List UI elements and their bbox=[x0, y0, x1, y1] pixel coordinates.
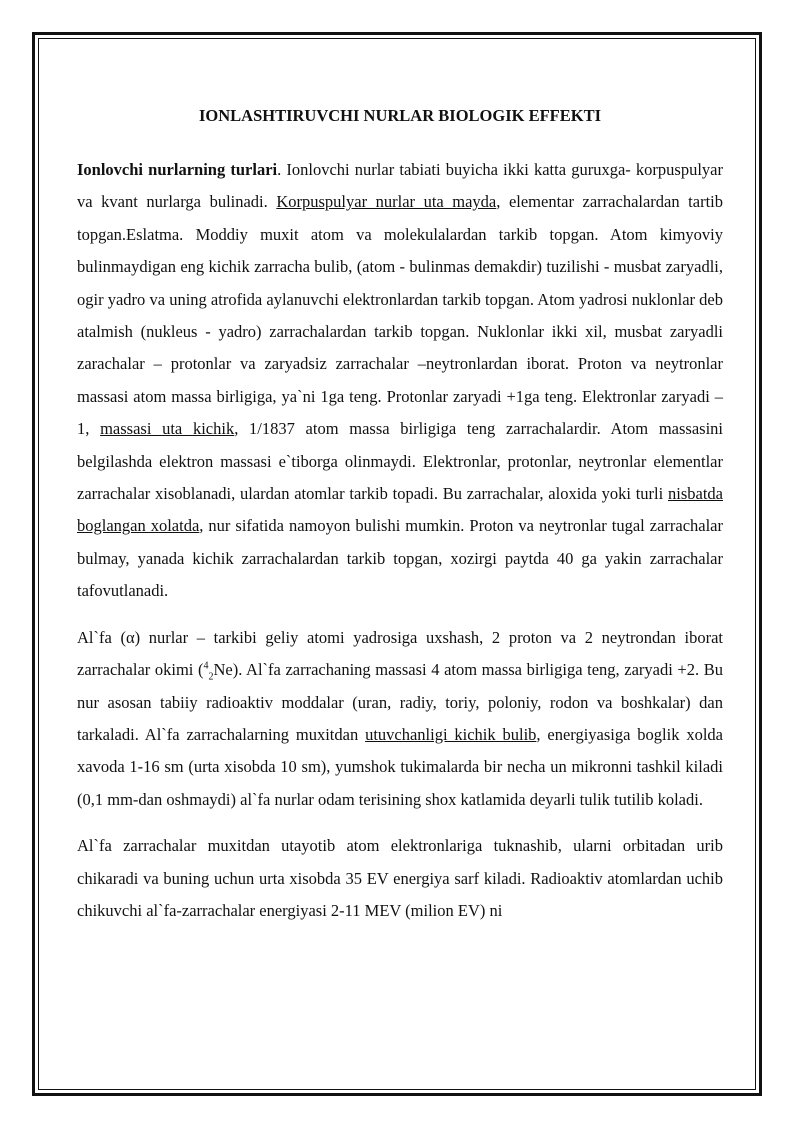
paragraph-2-text-2: Ne). Al`fa zarrachaning massasi 4 atom massa birligiga teng, zaryadi +2. Bu nur asosan tabiiy radioaktiv moddalar (uran, radiy, toriy, poloniy, rodon va boshkalar) dan tarkaladi. Al`fa zarrachalarning muxitdan bbox=[77, 660, 723, 744]
paragraph-2 bbox=[77, 622, 723, 816]
paragraph-1-text-2: , elementar zarrachalardan tartib topgan.Eslatma. Moddiy muxit atom va molekulalardan tarkib topgan. Atom kimyoviy bulinmaydigan eng kichik zarracha bulib, (atom - bulinmas demakdir) tuzilishi - musbat zaryadli, ogir yadro va uning atrofida aylanuvchi elektronlardan tarkib topgan. Atom yadrosi nuklonlar deb atalmish (nukleus - yadro) zarrachalardan tarkib topgan. Nuklonlar ikki xil, musbat zaryadli zarachalar – protonlar va zaryadsiz zarrachalar –neytronlardan iborat. Proton va neytronlar massasi atom massa birligiga, ya`ni 1ga teng. Protonlar zaryadi +1ga teng. Elektronlar zaryadi –1, bbox=[77, 192, 723, 439]
paragraph-1-lead: Ionlovchi nurlarning turlari bbox=[77, 160, 278, 179]
paragraph-1-text-1: . Ionlovchi nurlar tabiati buyicha ikki katta guruxga- korpuspulyar va kvant nurlarga bulinadi. bbox=[77, 160, 723, 212]
paragraph-3 bbox=[77, 830, 723, 927]
paragraph-3-text-1: Al`fa zarrachalar muxitdan utayotib atom elektronlariga tuknashib, ularni orbitadan urib chikaradi va buning uchun urta xisobda 35 EV energiya sarf kiladi. Radioaktiv atomlardan uchib chikuvchi al`fa-zarrachalar energiyasi 2-11 MEV (milion EV) ni bbox=[77, 836, 723, 920]
atomic-number-subscript: 2 bbox=[208, 671, 214, 683]
document-title: IONLASHTIRUVCHI NURLAR BIOLOGIK EFFEKTI bbox=[198, 106, 602, 125]
paragraph-2-text-3: , energiyasiga boglik xolda xavoda 1-16 sm (urta xisobda 10 sm), yumshok tukimalarda bir necha un mikronni tashkil kiladi (0,1 mm-dan oshmaydi) al`fa nurlar odam terisining shox katlamida deyarli tulik tutilib koladi. bbox=[77, 724, 723, 809]
paragraph-1-underline-2: massasi uta kichik bbox=[100, 419, 235, 439]
paragraph-2-underline-1: utuvchanligi kichik bulib bbox=[365, 724, 537, 744]
paragraph-1-text-4: , nur sifatida namoyon bulishi mumkin. Proton va neytronlar tugal zarrachalar bulmay, yanada kichik zarrachalardan tarkib topgan, xozirgi paytda 40 ga yakin zarrachalar tafovutlanadi. bbox=[77, 516, 724, 601]
paragraph-1-underline-3: nisbatda boglangan xolatda bbox=[77, 484, 723, 536]
document-body bbox=[77, 104, 723, 941]
paragraph-1-underline-1: Korpuspulyar nurlar uta mayda bbox=[276, 192, 497, 212]
paragraph-2-text-1: Al`fa (α) nurlar – tarkibi geliy atomi yadrosiga uxshash, 2 proton va 2 neytrondan iborat zarrachalar okimi ( bbox=[77, 627, 723, 680]
paragraph-1 bbox=[77, 154, 723, 608]
paragraph-1-text-3: , 1/1837 atom massa birligiga teng zarrachalardir. Atom massasini belgilashda elektron massasi e`tiborga olinmaydi. Elektronlar, protonlar, neytronlar elementlar zarrachalar xisoblanadi, ulardan atomlar tarkib topadi. Bu zarrachalar, aloxida yoki turli bbox=[77, 419, 723, 504]
mass-number-superscript: 4 bbox=[203, 660, 209, 672]
